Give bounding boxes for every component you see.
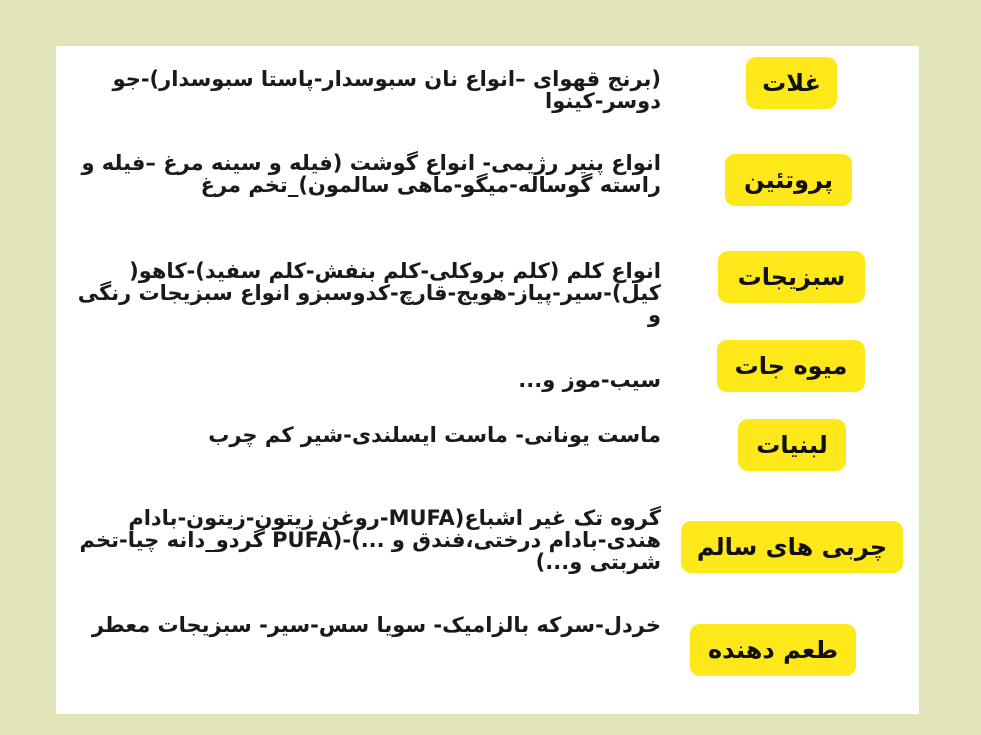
category-badge-vegetables: سبزیجات [718,251,865,303]
category-badge-grains: غلات [746,57,837,109]
row-description: گروه تک غیر اشباع(MUFA-روغن زیتون-زیتون-بادام هندی-بادام درختی،فندق و ...)-(PUFA گردو_دانه چیا-تخم شربتی و...) [79,506,661,574]
category-badge-flavorings: طعم دهنده [690,624,856,676]
row-description: سیب-موز و... [518,368,661,392]
category-badge-dairy: لبنیات [738,419,846,471]
row-description: (برنج قهوای –انواع نان سبوسدار-پاستا سبوسدار)-جو دوسر-کینوا [112,67,661,113]
row-description: انواع کلم (کلم بروکلی-کلم بنفش-کلم سفید)-کاهو( کیل)-سیر-پیاز-هویج-قارچ-کدوسبزو انواع سبزیجات رنگی و [77,259,661,327]
category-badge-healthy-fats: چربی های سالم [681,521,903,573]
content-card [56,46,919,714]
row-description: ماست یونانی- ماست ایسلندی-شیر کم چرب [208,423,661,447]
category-badge-fruits: میوه جات [717,340,865,392]
category-badge-protein: پروتئین [725,154,852,206]
row-description: خردل-سرکه بالزامیک- سویا سس-سیر- سبزیجات معطر [91,613,661,637]
row-description: انواع پنیر رژیمی- انواع گوشت (فیله و سینه مرغ –فیله و راسته گوساله-میگو-ماهی سالمون)_تخم مرغ [81,151,661,197]
